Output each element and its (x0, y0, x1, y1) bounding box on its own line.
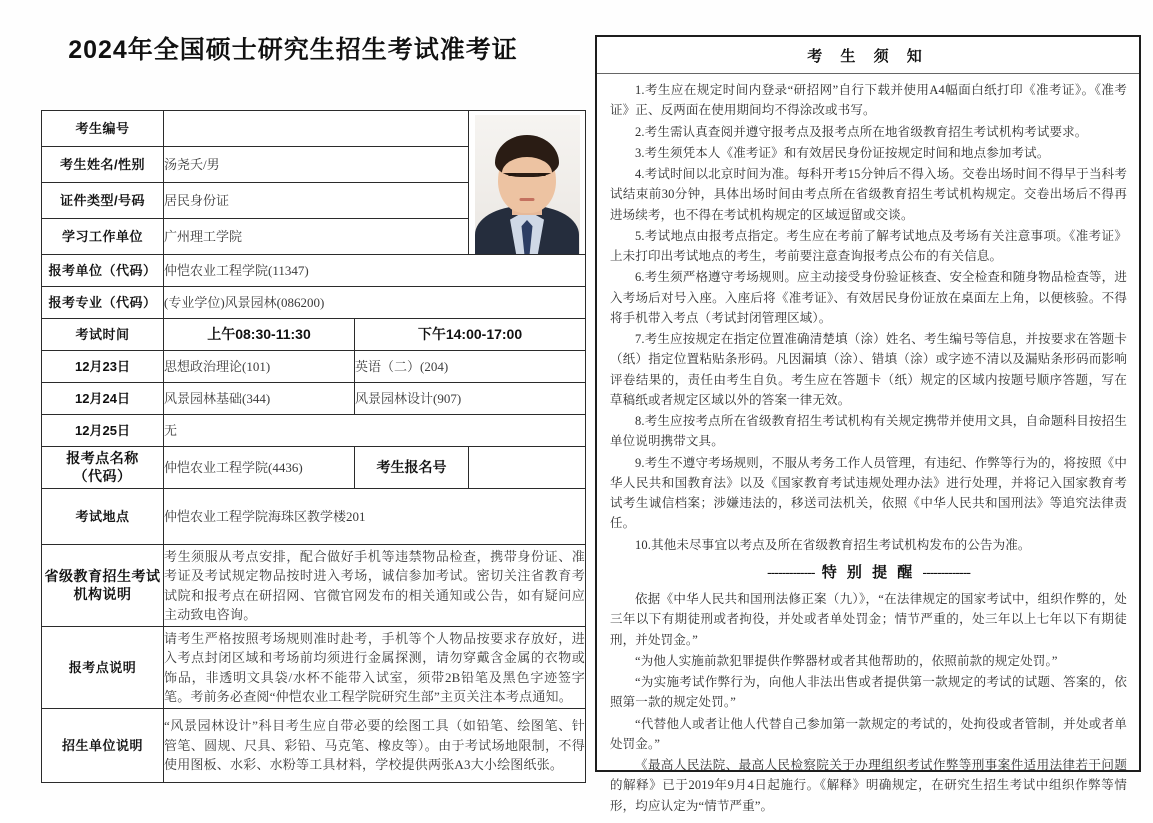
notice-item-3: 3.考生须凭本人《准考证》和有效居民身份证按规定时间和地点参加考试。 (635, 145, 1050, 160)
exam-subject-2-afternoon: 风景园林设计(907) (355, 383, 586, 415)
label-apply-unit: 报考单位（代码） (42, 255, 164, 287)
label-institution-note: 招生单位说明 (42, 709, 164, 783)
table-row-exam-location (42, 489, 586, 545)
exam-subject-3-morning: 无 (164, 415, 586, 447)
special-reminder-para-5: 《最高人民法院、最高人民检察院关于办理组织考试作弊等刑事案件适用法律若干问题的解释》已于2019年9月4日起施行。《解释》明确规定，在研究生招生考试中组织作弊等情形，均应认定为“情节严重”。 (610, 758, 1127, 813)
label-exam-site-name (42, 447, 164, 489)
value-registration-no (469, 447, 586, 489)
exam-date-2: 12月24日 (42, 383, 164, 415)
notice-item-2: 2.考生需认真查阅并遵守报考点及报考点所在地省级教育招生考试机构考试要求。 (635, 124, 1088, 139)
exam-subject-1-morning: 思想政治理论(101) (164, 351, 355, 383)
label-id-type: 证件类型/号码 (42, 183, 164, 219)
value-candidate-no (164, 111, 469, 147)
label-work-unit: 学习工作单位 (42, 219, 164, 255)
label-provincial-note (42, 545, 164, 627)
table-row-apply-major (42, 287, 586, 319)
special-reminder-dash-right: ------------- (922, 563, 971, 580)
label-provincial-note-line2: 机构说明 (73, 585, 132, 602)
exam-subject-1-afternoon: 英语（二）(204) (355, 351, 586, 383)
label-provincial-note-line1: 省级教育招生考试 (44, 568, 161, 584)
notice-body (597, 74, 1139, 823)
label-exam-location: 考试地点 (42, 489, 164, 545)
special-reminder-heading (610, 561, 1127, 585)
admission-info-table (41, 110, 586, 783)
table-row-exam-site (42, 447, 586, 489)
right-pane (586, 0, 1153, 813)
value-provincial-note: 考生须服从考点安排，配合做好手机等违禁物品检查，携带身份证、准考证及考试规定物品按时进入考场，诚信参加考试。密切关注省教育考试院和报考点在研招网、官微官网发布的相关通知或公告，如有疑问应主动致电咨询。 (164, 545, 586, 627)
page-title: 2024年全国硕士研究生招生考试准考证 (68, 36, 518, 64)
notice-heading: 考 生 须 知 (597, 37, 1139, 74)
value-name-gender: 汤尧夭/男 (164, 147, 469, 183)
table-row-site-note (42, 627, 586, 709)
exam-date-3: 12月25日 (42, 415, 164, 447)
notice-item-4: 4.考试时间以北京时间为准。每科开考15分钟后不得入场。交卷出场时间不得早于当科考试结束前30分钟，具体出场时间由考点所在省级教育招生考试机构规定。交卷出场后不得再进场续考，也不得在考试机构规定的区域逗留或交谈。 (610, 167, 1127, 222)
value-institution-note: “风景园林设计”科目考生应自带必要的绘图工具（如铅笔、绘图笔、针管笔、圆规、尺具、彩铅、马克笔、橡皮等）。由于考试场地限制，不得使用图板、水彩、水粉等工具材料，学校提供两张A3大小绘图纸张。 (164, 709, 586, 783)
label-exam-site-name-line2: （代码） (73, 467, 132, 484)
table-row-apply-unit (42, 255, 586, 287)
table-row-exam-day-3 (42, 415, 586, 447)
table-row-exam-day-2 (42, 383, 586, 415)
notice-item-1: 1.考生应在规定时间内登录“研招网”自行下载并使用A4幅面白纸打印《准考证》。《准考证》正、反两面在使用期间均不得涂改或书写。 (610, 83, 1127, 118)
label-candidate-no: 考生编号 (42, 111, 164, 147)
value-exam-location: 仲恺农业工程学院海珠区教学楼201 (164, 489, 586, 545)
value-work-unit: 广州理工学院 (164, 219, 469, 255)
special-reminder-para-4: “代替他人或者让他人代替自己参加第一款规定的考试的，处拘役或者管制，并处或者单处罚金。” (610, 716, 1127, 751)
value-apply-major: (专业学位)风景园林(086200) (164, 287, 586, 319)
value-site-note: 请考生严格按照考场规则准时赴考，手机等个人物品按要求存放好，进入考点封闭区域和考场前均须进行金属探测，请勿穿戴含金属的衣物或饰品，非透明文具袋/水杯不能带入试室，须带2B铅笔及黑色字迹签字笔。考前务必查阅“仲恺农业工程学院研究生部”主页关注本考点通知。 (164, 627, 586, 709)
notice-item-5: 5.考试地点由报考点指定。考生应在考前了解考试地点及考场有关注意事项。《准考证》上未打印出考试地点的考生，考前要注意查询报考点公布的有关信息。 (610, 228, 1127, 263)
label-site-note: 报考点说明 (42, 627, 164, 709)
exam-subject-2-morning: 风景园林基础(344) (164, 383, 355, 415)
table-row-exam-time-header (42, 319, 586, 351)
special-reminder-para-1: 依据《中华人民共和国刑法修正案（九）》，“在法律规定的国家考试中，组织作弊的，处三年以下有期徒刑或者拘役，并处或者单处罚金；情节严重的，处三年以上七年以下有期徒刑，并处罚金。” (610, 592, 1127, 647)
candidate-photo (475, 115, 580, 254)
label-registration-no: 考生报名号 (355, 447, 469, 489)
special-reminder-para-3: “为实施考试作弊行为，向他人非法出售或者提供第一款规定的考试的试题、答案的，依照第一款的规定处罚。” (610, 675, 1127, 710)
value-id-type: 居民身份证 (164, 183, 469, 219)
table-row-candidate-no (42, 111, 586, 147)
value-apply-unit: 仲恺农业工程学院(11347) (164, 255, 586, 287)
label-exam-time: 考试时间 (42, 319, 164, 351)
special-reminder-para-2: “为他人实施前款犯罪提供作弊器材或者其他帮助的，依照前款的规定处罚。” (635, 653, 1058, 668)
left-pane (0, 0, 586, 800)
notice-item-10: 10.其他未尽事宜以考点及所在省级教育招生考试机构发布的公告为准。 (635, 537, 1031, 552)
candidate-photo-cell (469, 111, 586, 255)
notice-item-9: 9.考生不遵守考场规则，不服从考务工作人员管理，有违纪、作弊等行为的，将按照《中华人民共和国教育法》以及《国家教育考试违规处理办法》进行处理，并将记入国家教育考试考生诚信档案；涉嫌违法的，移送司法机关，依照《中华人民共和国刑法》等追究法律责任。 (610, 455, 1127, 531)
header-morning-session: 上午08:30-11:30 (164, 319, 355, 351)
value-exam-site-name: 仲恺农业工程学院(4436) (164, 447, 355, 489)
table-row-provincial-note (42, 545, 586, 627)
header-afternoon-session: 下午14:00-17:00 (355, 319, 586, 351)
table-row-exam-day-1 (42, 351, 586, 383)
exam-date-1: 12月23日 (42, 351, 164, 383)
label-exam-site-name-line1: 报考点名称 (66, 450, 139, 466)
notice-item-6: 6.考生须严格遵守考场规则。应主动接受身份验证核查、安全检查和随身物品检查等，进入考场后对号入座。入座后将《准考证》、有效居民身份证放在桌面左上角，以便核验。不得将手机带入考点（考试封闭管理区域）。 (610, 270, 1127, 325)
label-apply-major: 报考专业（代码） (42, 287, 164, 319)
notice-item-8: 8.考生应按考点所在省级教育招生考试机构有关规定携带并使用文具，自命题科目按招生单位说明携带文具。 (610, 414, 1127, 449)
special-reminder-title: 特 别 提 醒 (821, 563, 916, 581)
table-row-institution-note (42, 709, 586, 783)
special-reminder-dash-left: ------------- (766, 563, 815, 580)
notice-box (595, 35, 1141, 813)
label-name-gender: 考生姓名/性别 (42, 147, 164, 183)
notice-item-7: 7.考生应按规定在指定位置准确清楚填（涂）姓名、考生编号等信息，并按要求在答题卡（纸）指定位置粘贴条形码。凡因漏填（涂）、错填（涂）或字迹不清以及漏贴条形码而影响评卷结果的，责任由考生自负。考生应在答题卡（纸）规定的区域内按题号顺序答题，写在草稿纸或者规定区域以外的答案一律无效。 (610, 332, 1127, 407)
